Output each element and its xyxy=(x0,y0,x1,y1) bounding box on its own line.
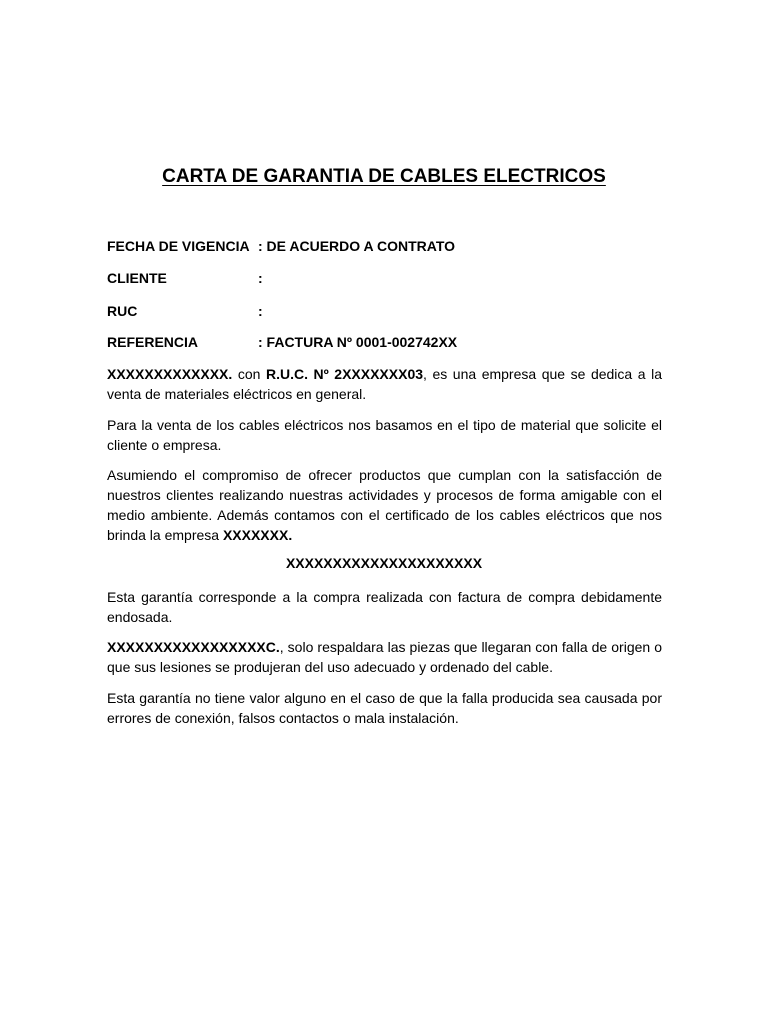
paragraph-commitment: Asumiendo el compromiso de ofrecer productos que cumplan con la satisfacción de nuestros clientes realizando nuestras actividades y procesos de forma amigable con el medio ambiente. Además contamos con el certificado de los cables eléctricos que nos brinda la empresa XXXXXXX. xyxy=(107,467,662,543)
field-label: RUC xyxy=(107,303,138,319)
document-title: CARTA DE GARANTIA DE CABLES ELECTRICOS xyxy=(162,166,606,187)
ruc-number: R.U.C. Nº 2XXXXXXX03 xyxy=(265,366,424,382)
field-value: : FACTURA Nº 0001-002742XX xyxy=(258,334,458,350)
field-value: : xyxy=(258,303,263,319)
field-value: : xyxy=(258,270,263,286)
paragraph-company-intro: XXXXXXXXXXXXX. con R.U.C. Nº 2XXXXXXX03, es una empresa que se dedica a la venta de materiales eléctricos en general. xyxy=(107,366,662,402)
paragraph-coverage: XXXXXXXXXXXXXXXXXC., solo respaldara las piezas que llegaran con falla de origen o que sus lesiones se produjeran del uso adecuado y ordenado del cable. xyxy=(107,639,662,675)
certifying-company: XXXXXXX. xyxy=(222,527,293,543)
company-name: XXXXXXXXXXXXXXXXXC. xyxy=(107,639,280,655)
center-heading: XXXXXXXXXXXXXXXXXXXXX xyxy=(285,555,483,571)
field-label: CLIENTE xyxy=(107,270,167,286)
field-label: FECHA DE VIGENCIA xyxy=(107,238,250,254)
field-label: REFERENCIA xyxy=(107,334,199,350)
company-name: XXXXXXXXXXXXX. xyxy=(107,366,233,382)
field-value: : DE ACUERDO A CONTRATO xyxy=(258,238,456,254)
paragraph-exclusions: Esta garantía no tiene valor alguno en el caso de que la falla producida sea causada por errores de conexión, falsos contactos o mala instalación. xyxy=(107,690,662,726)
paragraph-guarantee-scope: Esta garantía corresponde a la compra realizada con factura de compra debidamente endosada. xyxy=(107,589,662,625)
paragraph-sales-basis: Para la venta de los cables eléctricos nos basamos en el tipo de material que solicite el cliente o empresa. xyxy=(107,417,662,453)
